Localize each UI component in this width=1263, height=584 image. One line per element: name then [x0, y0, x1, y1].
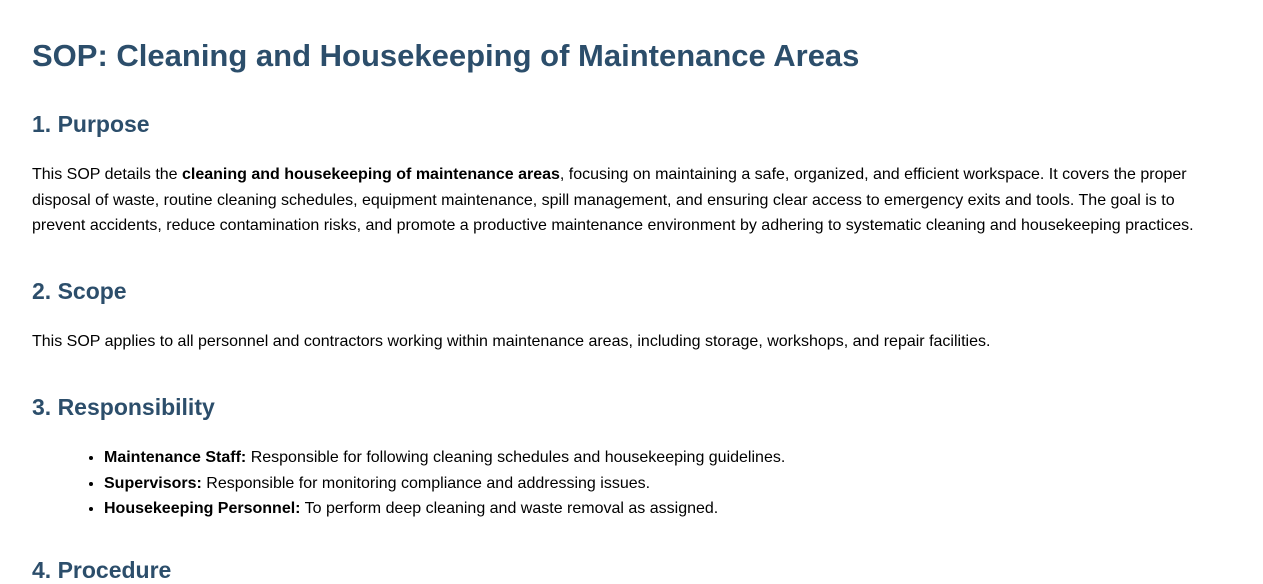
role-description: Responsible for monitoring compliance and addressing issues. — [201, 474, 651, 492]
role-label: Housekeeping Personnel: — [104, 500, 301, 517]
section-heading-scope: 2. Scope — [32, 278, 127, 304]
role-label: Supervisors: — [104, 474, 202, 492]
role-description: Responsible for following cleaning schedules and housekeeping guidelines. — [246, 449, 786, 466]
purpose-text-start: This SOP details the — [32, 166, 182, 183]
responsibility-list — [32, 445, 785, 522]
page-title: SOP: Cleaning and Housekeeping of Maintenance Areas — [32, 38, 860, 73]
purpose-paragraph — [32, 162, 1212, 239]
list-item — [104, 445, 785, 471]
section-heading-responsibility: 3. Responsibility — [32, 394, 215, 420]
purpose-text-bold: cleaning and housekeeping of maintenance areas — [182, 166, 560, 183]
scope-paragraph: This SOP applies to all personnel and contractors working within maintenance areas, including storage, workshops, and repair facilities. — [32, 333, 991, 350]
role-description: To perform deep cleaning and waste removal as assigned. — [300, 500, 719, 517]
list-item — [104, 471, 785, 497]
section-heading-procedure: 4. Procedure — [32, 557, 172, 583]
purpose-text-end: , focusing on maintaining a safe, organized, and efficient workspace. It covers the proper disposal of waste, routine cleaning schedules, equipment maintenance, spill management, and ensuring clear access to emergency exits and tools. The goal is to prevent accidents, reduce contamination risks, and promote a productive maintenance environment by adhering to systematic cleaning and housekeeping practices. — [32, 166, 1194, 234]
section-heading-purpose: 1. Purpose — [32, 111, 150, 137]
list-item — [104, 496, 785, 522]
role-label: Maintenance Staff: — [104, 449, 247, 466]
